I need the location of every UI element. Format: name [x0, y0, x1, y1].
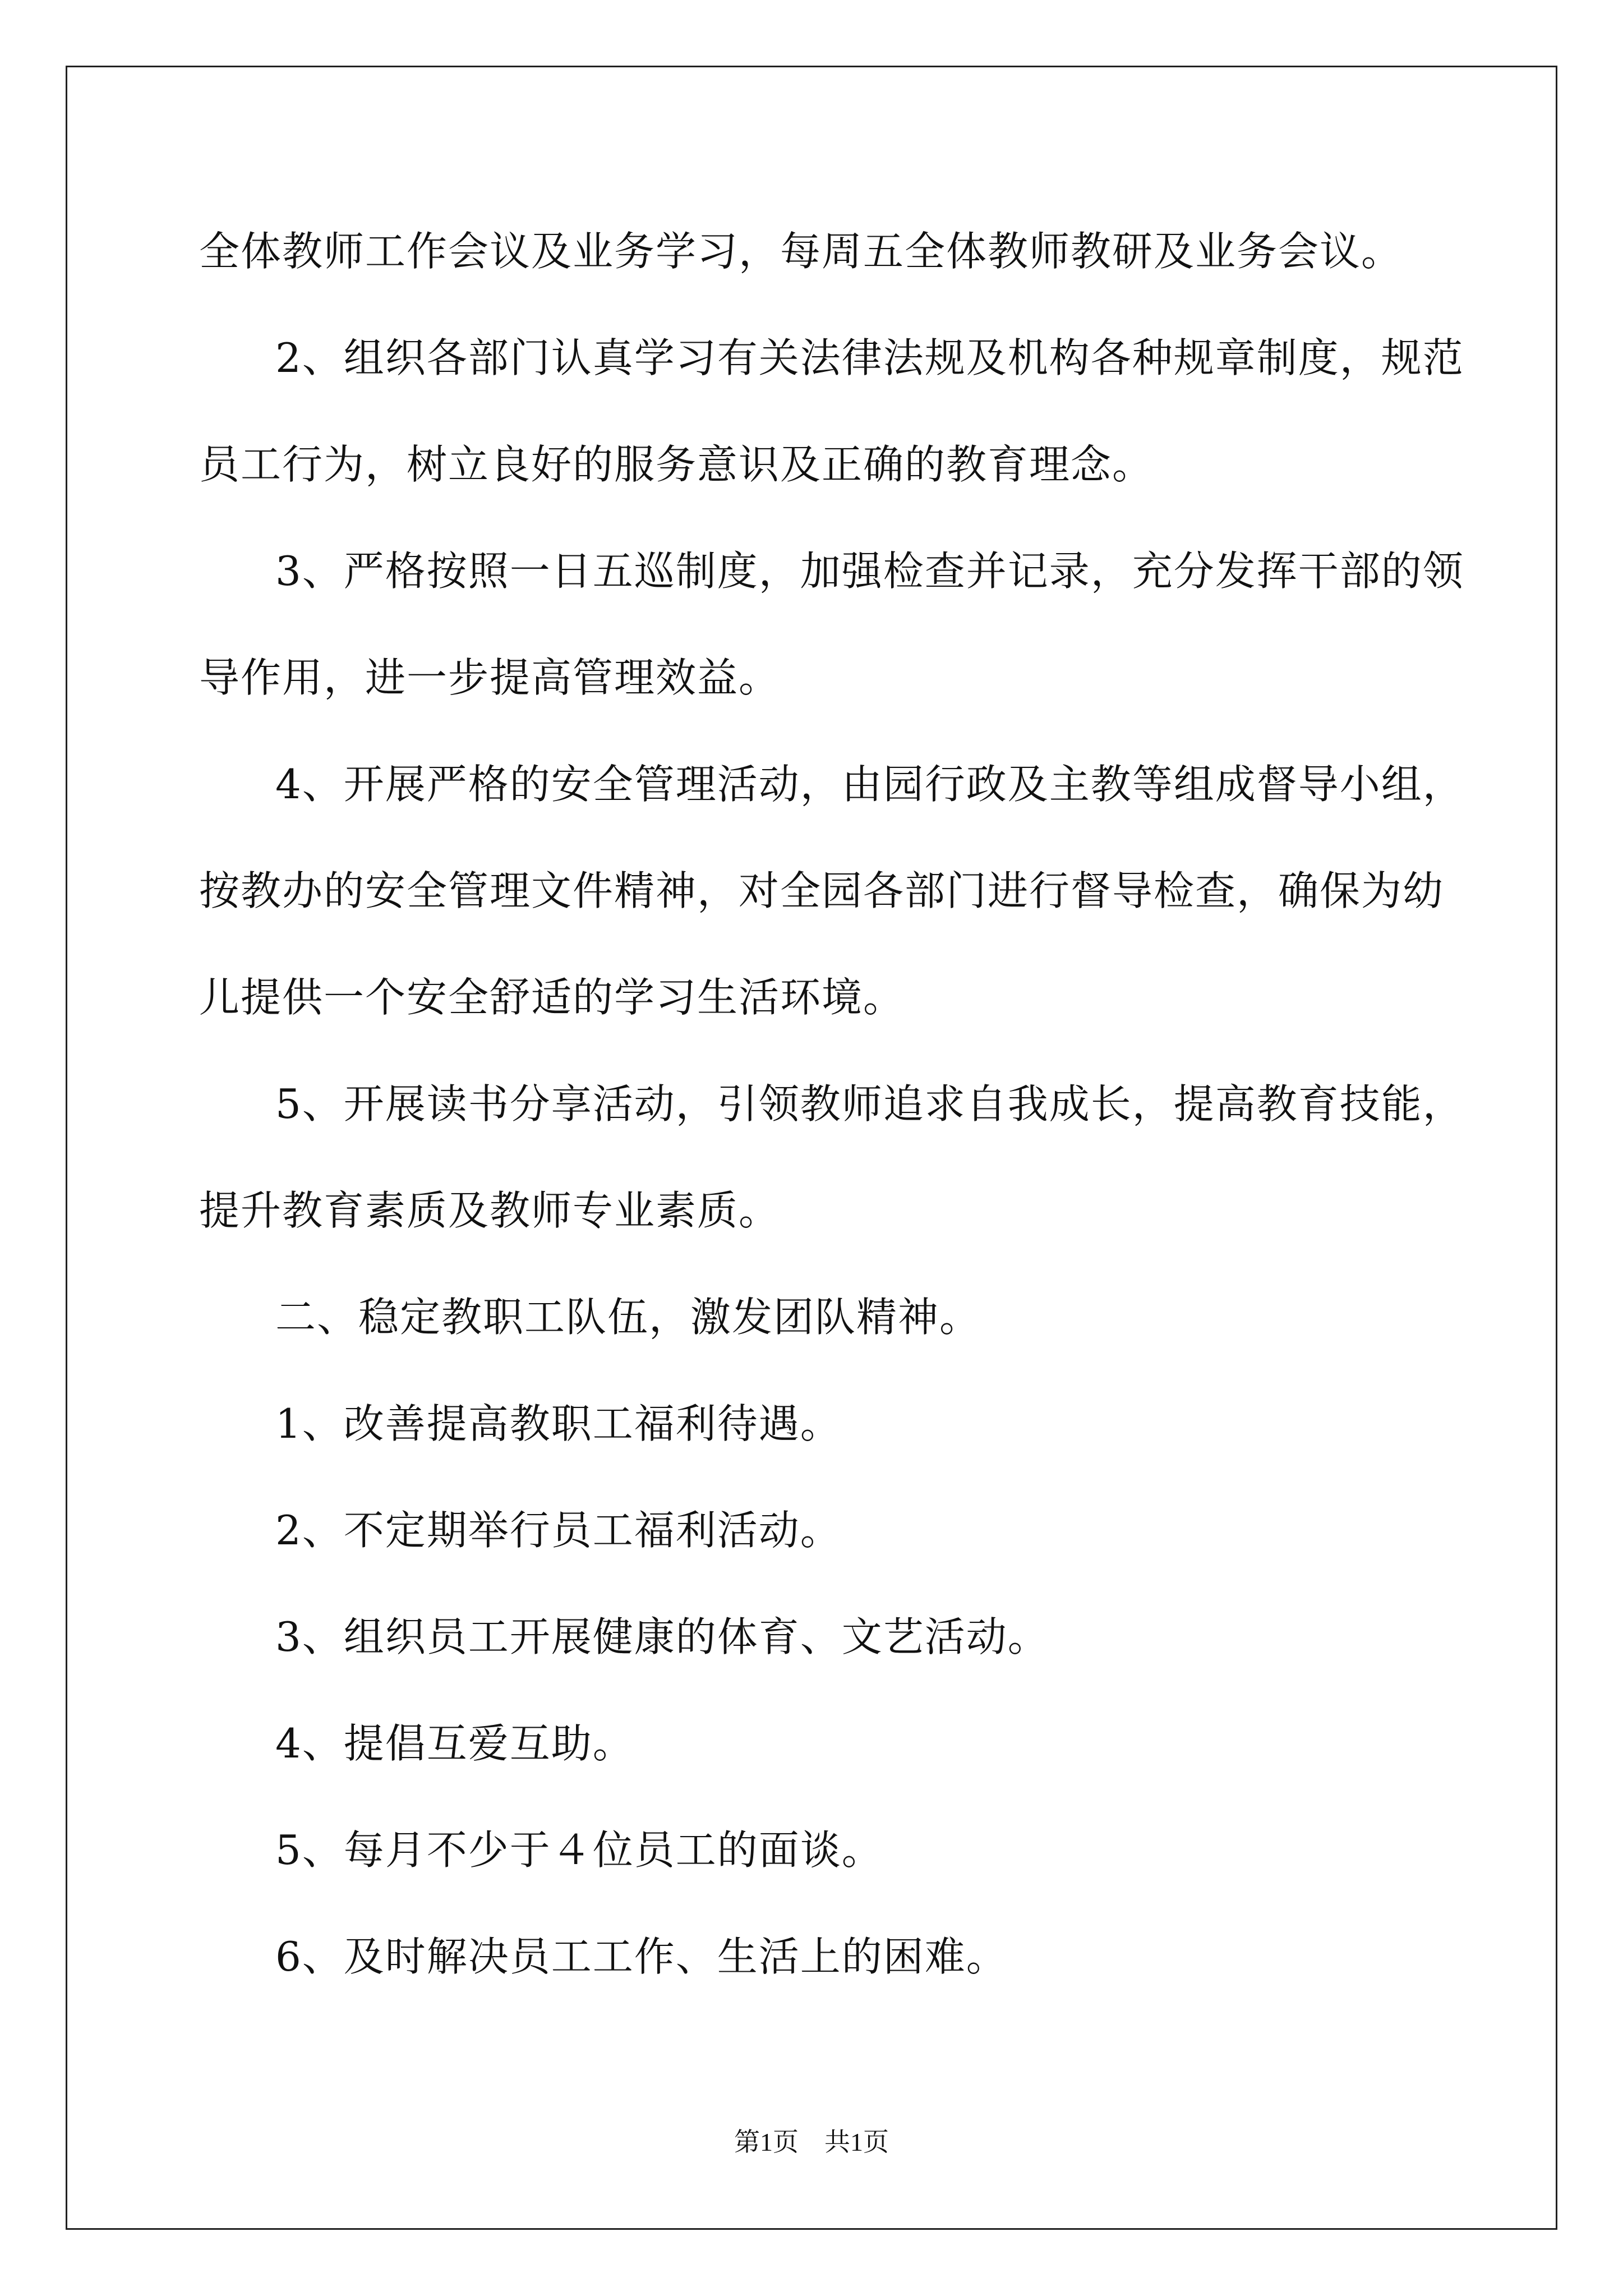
list-item: 4、提倡互爱互助。: [275, 1720, 634, 1767]
text-line: 4、开展严格的安全管理活动，由园行政及主教等组成督导小组，: [275, 761, 1464, 808]
list-item: 1、改善提高教职工福利待遇。: [275, 1400, 842, 1447]
text-line: 按教办的安全管理文件精神，对全园各部门进行督导检查，确保为幼: [199, 867, 1445, 914]
list-item: 3、组织员工开展健康的体育、文艺活动。: [275, 1613, 1049, 1660]
page-number-footer: 第1页 共1页: [734, 2128, 889, 2156]
text-line: 全体教师工作会议及业务学习，每周五全体教师教研及业务会议。: [199, 228, 1403, 275]
text-line: 儿提供一个安全舒适的学习生活环境。: [199, 974, 905, 1021]
list-item: 5、每月不少于４位员工的面谈。: [275, 1826, 883, 1874]
page-border: [66, 66, 1557, 2230]
text-line: 员工行为，树立良好的服务意识及正确的教育理念。: [199, 441, 1154, 488]
text-line: 导作用，进一步提高管理效益。: [199, 654, 781, 701]
text-line: 提升教育素质及教师专业素质。: [199, 1187, 781, 1234]
text-line: 2、组织各部门认真学习有关法律法规及机构各种规章制度，规范: [275, 334, 1464, 381]
list-item: 6、及时解决员工工作、生活上的困难。: [275, 1933, 1008, 1980]
section-heading: 二、稳定教职工队伍，激发团队精神。: [275, 1294, 981, 1341]
text-line: 3、严格按照一日五巡制度，加强检查并记录，充分发挥干部的领: [275, 547, 1464, 595]
text-line: 5、开展读书分享活动，引领教师追求自我成长，提高教育技能，: [275, 1080, 1464, 1128]
list-item: 2、不定期举行员工福利活动。: [275, 1507, 842, 1554]
